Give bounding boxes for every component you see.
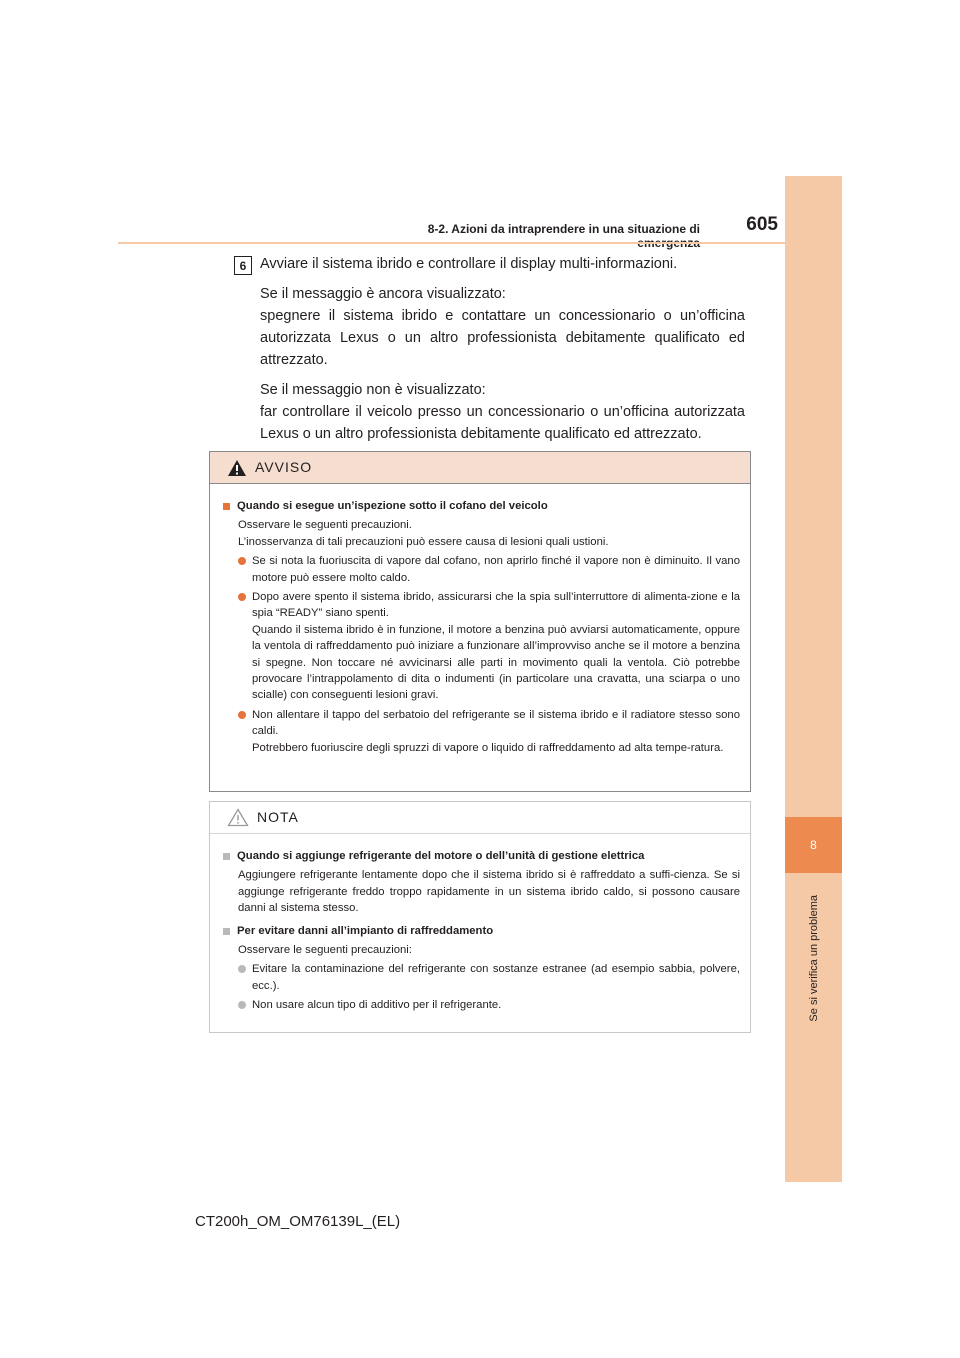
note-section-title-text: Quando si aggiunge refrigerante del motore o dell’unità di gestione elettrica <box>237 850 645 862</box>
bullet-dot <box>238 557 246 565</box>
warning-bullet-text: Se si nota la fuoriuscita di vapore dal cofano, non aprirlo finché il vapore non è diminuito. Il vano motore può essere molto caldo. <box>252 555 740 584</box>
note-box-header <box>210 802 750 834</box>
bullet-dot <box>238 965 246 973</box>
step-paragraph: Avviare il sistema ibrido e controllare il display multi-informazioni. <box>260 256 678 272</box>
chapter-title-vertical <box>785 883 842 1033</box>
note-section-content <box>223 942 740 1014</box>
warning-bullet-text: Dopo avere spento il sistema ibrido, assicurarsi che la spia sull’interruttore di alimenta-zione e la spia “READY” siano spenti. Quando il sistema ibrido è in funzione, il motore a benzina può avviarsi automaticamente, oppure la ventola di raffreddamento può iniziare a funzionare all’improvviso anche se il motore a benzina si spegne. Non toccare né avvicinarsi alle parti in movimento quali la ventola. Ciò potrebbe provocare l’intrappolamento di dita o indumenti (in particolare una cravatta, una sciarpa o uno scialle) con conseguenti lesioni gravi. <box>252 591 740 702</box>
warning-intro: Osservare le seguenti precauzioni. L’inosservanza di tali precauzioni può essere causa di lesioni quali ustioni. <box>238 519 609 548</box>
step-paragraph: Se il messaggio non è visualizzato: far controllare il veicolo presso un concessionario o un’officina autorizzata Lexus o un altro professionista debitamente qualificato ed attrezzato. <box>260 382 745 442</box>
warning-bullet <box>238 553 740 586</box>
chapter-number: 8 <box>810 838 817 852</box>
note-bullet-text: Evitare la contaminazione del refrigerante con sostanze estranee (ad esempio sabbia, polvere, ecc.). <box>252 963 740 992</box>
step-body <box>260 253 745 445</box>
note-bullet <box>238 997 740 1013</box>
note-section-text: Osservare le seguenti precauzioni: <box>238 944 412 957</box>
warning-box-body <box>210 484 750 756</box>
warning-box-header <box>210 452 750 484</box>
chapter-title: Se si verifica un problema <box>807 894 820 1022</box>
warning-section-title-text: Quando si esegue un’ispezione sotto il cofano del veicolo <box>237 500 548 512</box>
note-bullet <box>238 961 740 994</box>
step-number-badge <box>234 256 252 275</box>
note-box-title: NOTA <box>257 809 299 826</box>
warning-triangle-icon <box>227 459 247 477</box>
warning-section-title <box>223 498 740 514</box>
chapter-number-tab[interactable] <box>785 817 842 873</box>
note-box-body <box>210 834 750 1014</box>
caution-triangle-outline-icon <box>227 808 249 827</box>
note-section-content <box>223 867 740 916</box>
note-section-title <box>223 848 740 864</box>
note-bullet-text: Non usare alcun tipo di additivo per il refrigerante. <box>252 999 502 1012</box>
bullet-dot <box>238 593 246 601</box>
section-square-marker <box>223 928 230 935</box>
warning-bullet-text: Non allentare il tappo del serbatoio del refrigerante se il sistema ibrido e il radiatore stesso sono caldi. Potrebbero fuoriuscire degli spruzzi di vapore o liquido di raffreddamento ad alta tempe-ratura. <box>252 708 740 754</box>
note-section-title-text: Per evitare danni all’impianto di raffreddamento <box>237 924 494 937</box>
document-code: CT200h_OM_OM76139L_(EL) <box>195 1213 401 1230</box>
section-square-marker <box>223 503 230 510</box>
page-number: 605 <box>746 214 778 235</box>
note-section-text: Aggiungere refrigerante lentamente dopo che il sistema ibrido si è raffreddato a suffi-cienza. Se si aggiunge refrigerante freddo troppo rapidamente in un sistema ibrido caldo, si possono causare danni al sistema stesso. <box>238 869 740 915</box>
section-title: 8-2. Azioni da intraprendere in una situazione di <box>427 222 700 236</box>
warning-box-title: AVVISO <box>255 459 313 476</box>
warning-bullet <box>238 707 740 756</box>
bullet-dot <box>238 711 246 719</box>
step-number: 6 <box>239 258 247 273</box>
bullet-dot <box>238 1001 246 1009</box>
note-section-title <box>223 923 740 939</box>
warning-box <box>209 451 751 792</box>
header-divider <box>118 242 785 244</box>
step-paragraph: Se il messaggio è ancora visualizzato: spegnere il sistema ibrido e contattare un concessionario o un’officina autorizzata Lexus o un altro professionista debitamente qualificato ed attrezzato. <box>260 286 745 368</box>
warning-content <box>223 517 740 756</box>
section-square-marker <box>223 853 230 860</box>
warning-bullet <box>238 589 740 704</box>
note-box <box>209 801 751 1033</box>
